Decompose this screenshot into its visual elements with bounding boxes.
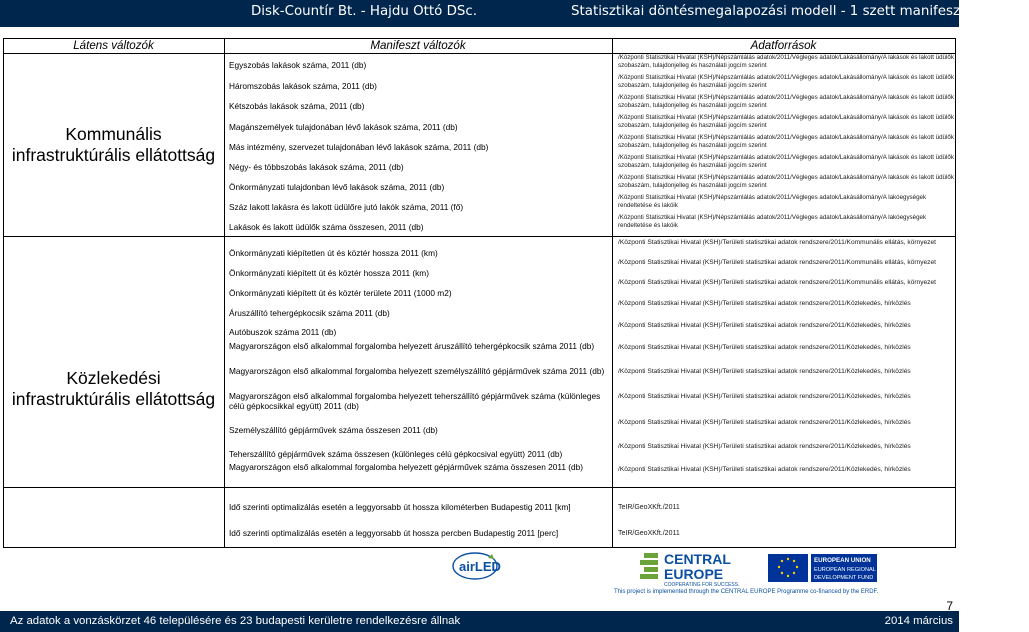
manifest-variable: Egyszobás lakások száma, 2011 (db) xyxy=(229,60,367,70)
central-europe-logo xyxy=(640,551,739,588)
central-europe-top: CENTRAL xyxy=(664,551,731,567)
data-source: /Központi Statisztikai Hivatal (KSH)/Területi statisztikai adatok rendszere/2011/Közlekedés, hírközlés xyxy=(618,393,911,400)
manifest-variable: Száz lakott lakásra és lakott üdülőre jutó lakók száma, 2011 (fő) xyxy=(229,202,464,212)
manifest-variable: Kétszobás lakások száma, 2011 (db) xyxy=(229,101,365,111)
manifest-variable: Magyarországon első alkalommal forgalomba helyezett személyszállító gépjárművek száma 2011 (db) xyxy=(229,366,605,376)
programme-footnote: This project is implemented through the CENTRAL EUROPE Programme co-financed by the ERDF. xyxy=(614,589,879,595)
logo-strip-graphic xyxy=(0,550,959,600)
data-source: TeIR/GeoXKft./2011 xyxy=(618,504,680,511)
airled-logo xyxy=(453,553,501,579)
header-title: Statisztikai döntésmegalapozási modell - 1 szett manifeszt indikátor xyxy=(571,4,1029,19)
data-source: /Központi Statisztikai Hivatal (KSH)/Népszámlálás adatok/2011/Végleges adatok/Lakásállomány/A lakások és lakott üdülők szobaszám, tulajdonjelleg és használati jogcím szerint xyxy=(618,54,954,69)
central-europe-tagline: COOPERATING FOR SUCCESS. xyxy=(664,582,740,588)
eu-line-2: EUROPEAN REGIONAL xyxy=(814,567,876,573)
column-header-sources: Adatforrások xyxy=(750,39,817,52)
central-europe-bottom: EUROPE xyxy=(664,566,724,582)
column-header-latent: Látens változók xyxy=(73,39,154,52)
data-source: /Központi Statisztikai Hivatal (KSH)/Területi statisztikai adatok rendszere/2011/Közlekedés, hírközlés xyxy=(618,443,911,450)
data-source: /Központi Statisztikai Hivatal (KSH)/Területi statisztikai adatok rendszere/2011/Közlekedés, hírközlés xyxy=(618,300,911,307)
manifest-variable: Önkormányzati kiépített út és köztér hossza 2011 (km) xyxy=(229,268,429,278)
data-source: /Központi Statisztikai Hivatal (KSH)/Területi statisztikai adatok rendszere/2011/Kommunális ellátás, környezet xyxy=(618,259,936,266)
group-divider-1 xyxy=(3,236,956,237)
manifest-variable: Áruszállító tehergépkocsik száma 2011 (db) xyxy=(229,308,390,318)
manifest-variable: Háromszobás lakások száma, 2011 (db) xyxy=(229,81,377,91)
manifest-variable: Magyarországon első alkalommal forgalomba helyezett teherszállító gépjárművek száma (különleges célú gépkocsikkal együtt) 2011 (db) xyxy=(229,391,601,412)
partner-logos xyxy=(0,550,959,600)
manifest-variable: Idő szerinti optimalizálás esetén a leggyorsabb út hossza percben Budapestig 2011 [perc] xyxy=(229,528,559,538)
data-source: TeIR/GeoXKft./2011 xyxy=(618,530,680,537)
airled-logo-text: airLED xyxy=(459,559,501,574)
manifest-variable: Lakások és lakott üdülők száma összesen, 2011 (db) xyxy=(229,222,424,232)
header-author: Disk-Countír Bt. - Hajdu Ottó DSc. xyxy=(251,4,478,19)
data-source: /Központi Statisztikai Hivatal (KSH)/Területi statisztikai adatok rendszere/2011/Kommunális ellátás, környezet xyxy=(618,239,936,246)
eu-erdf-logo xyxy=(768,554,877,582)
data-source: /Központi Statisztikai Hivatal (KSH)/Területi statisztikai adatok rendszere/2011/Közlekedés, hírközlés xyxy=(618,368,911,375)
data-source: /Központi Statisztikai Hivatal (KSH)/Területi statisztikai adatok rendszere/2011/Közlekedés, hírközlés xyxy=(618,344,911,351)
manifest-variable: Önkormányzati kiépítetlen út és köztér hossza 2011 (km) xyxy=(229,248,438,258)
manifest-variable: Személyszállító gépjárművek száma összesen 2011 (db) xyxy=(229,425,438,435)
data-source: /Központi Statisztikai Hivatal (KSH)/Népszámlálás adatok/2011/Végleges adatok/Lakásállomány/A lakások és lakott üdülők szobaszám, tulajdonjelleg és használati jogcím szerint xyxy=(618,154,954,169)
data-source: /Központi Statisztikai Hivatal (KSH)/Területi statisztikai adatok rendszere/2011/Kommunális ellátás, környezet xyxy=(618,279,936,286)
data-source: /Központi Statisztikai Hivatal (KSH)/Népszámlálás adatok/2011/Végleges adatok/Lakásállomány/A lakások és lakott üdülők szobaszám, tulajdonjelleg és használati jogcím szerint xyxy=(618,134,954,149)
eu-line-1: EUROPEAN UNION xyxy=(814,557,871,564)
footer-band xyxy=(0,599,959,632)
table-border-bottom xyxy=(3,547,956,548)
data-source: /Központi Statisztikai Hivatal (KSH)/Népszámlálás adatok/2011/Végleges adatok/Lakásállomány/A lakóegységek rendeltetése és lakóik xyxy=(618,214,927,229)
group-label-transport: Közlekedési infrastruktúrális ellátottság xyxy=(11,368,216,409)
table-border-left xyxy=(3,38,4,548)
manifest-variable: Magyarországon első alkalommal forgalomba helyezett áruszállító tehergépkocsik száma 2011 (db) xyxy=(229,341,595,351)
indicator-table xyxy=(3,38,956,548)
manifest-variable: Más intézmény, szervezet tulajdonában lévő lakások száma, 2011 (db) xyxy=(229,142,489,152)
page-number: 7 xyxy=(946,599,953,613)
column-divider-1 xyxy=(224,38,225,548)
data-source: /Központi Statisztikai Hivatal (KSH)/Területi statisztikai adatok rendszere/2011/Közlekedés, hírközlés xyxy=(618,466,911,473)
data-source: /Központi Statisztikai Hivatal (KSH)/Népszámlálás adatok/2011/Végleges adatok/Lakásállomány/A lakások és lakott üdülők szobaszám, tulajdonjelleg és használati jogcím szerint xyxy=(618,174,954,189)
data-source: /Központi Statisztikai Hivatal (KSH)/Területi statisztikai adatok rendszere/2011/Közlekedés, hírközlés xyxy=(618,322,911,329)
manifest-variable: Teherszállító gépjárművek száma összesen (különleges célú gépkocsival együtt) 2011 (db) xyxy=(229,449,563,459)
manifest-variable: Négy- és többszobás lakások száma, 2011 (db) xyxy=(229,162,404,172)
column-header-manifest: Manifeszt változók xyxy=(370,39,466,52)
footer-date: 2014 március xyxy=(884,615,953,627)
data-source: /Központi Statisztikai Hivatal (KSH)/Népszámlálás adatok/2011/Végleges adatok/Lakásállomány/A lakások és lakott üdülők szobaszám, tulajdonjelleg és használati jogcím szerint xyxy=(618,94,954,109)
manifest-variable: Magánszemélyek tulajdonában lévő lakások száma, 2011 (db) xyxy=(229,122,458,132)
data-source: /Központi Statisztikai Hivatal (KSH)/Népszámlálás adatok/2011/Végleges adatok/Lakásállomány/A lakások és lakott üdülők szobaszám, tulajdonjelleg és használati jogcím szerint xyxy=(618,74,954,89)
eu-line-3: DEVELOPMENT FUND xyxy=(814,575,874,581)
data-source: /Központi Statisztikai Hivatal (KSH)/Népszámlálás adatok/2011/Végleges adatok/Lakásállomány/A lakóegységek rendeltetése és lakóik xyxy=(618,194,927,209)
group-divider-2 xyxy=(3,487,956,488)
manifest-variable: Idő szerinti optimalizálás esetén a leggyorsabb út hossza kilométerben Budapestig 2011 [km] xyxy=(229,502,571,512)
manifest-variable: Autóbuszok száma 2011 (db) xyxy=(229,327,337,337)
footer-note: Az adatok a vonzáskörzet 46 településére és 23 budapesti kerületre rendelkezésre állnak xyxy=(10,615,461,627)
manifest-variable: Magyarországon első alkalommal forgalomba helyezett gépjárművek száma összesen 2011 (db) xyxy=(229,462,584,472)
data-source: /Központi Statisztikai Hivatal (KSH)/Területi statisztikai adatok rendszere/2011/Közlekedés, hírközlés xyxy=(618,419,911,426)
group-label-communal: Kommunális infrastruktúrális ellátottság xyxy=(11,124,216,165)
data-source: /Központi Statisztikai Hivatal (KSH)/Népszámlálás adatok/2011/Végleges adatok/Lakásállomány/A lakások és lakott üdülők szobaszám, tulajdonjelleg és használati jogcím szerint xyxy=(618,114,954,129)
manifest-variable: Önkormányzati kiépített út és köztér területe 2011 (1000 m2) xyxy=(229,288,452,298)
manifest-variable: Önkormányzati tulajdonban lévő lakások száma, 2011 (db) xyxy=(229,182,445,192)
header-band xyxy=(0,0,1029,27)
